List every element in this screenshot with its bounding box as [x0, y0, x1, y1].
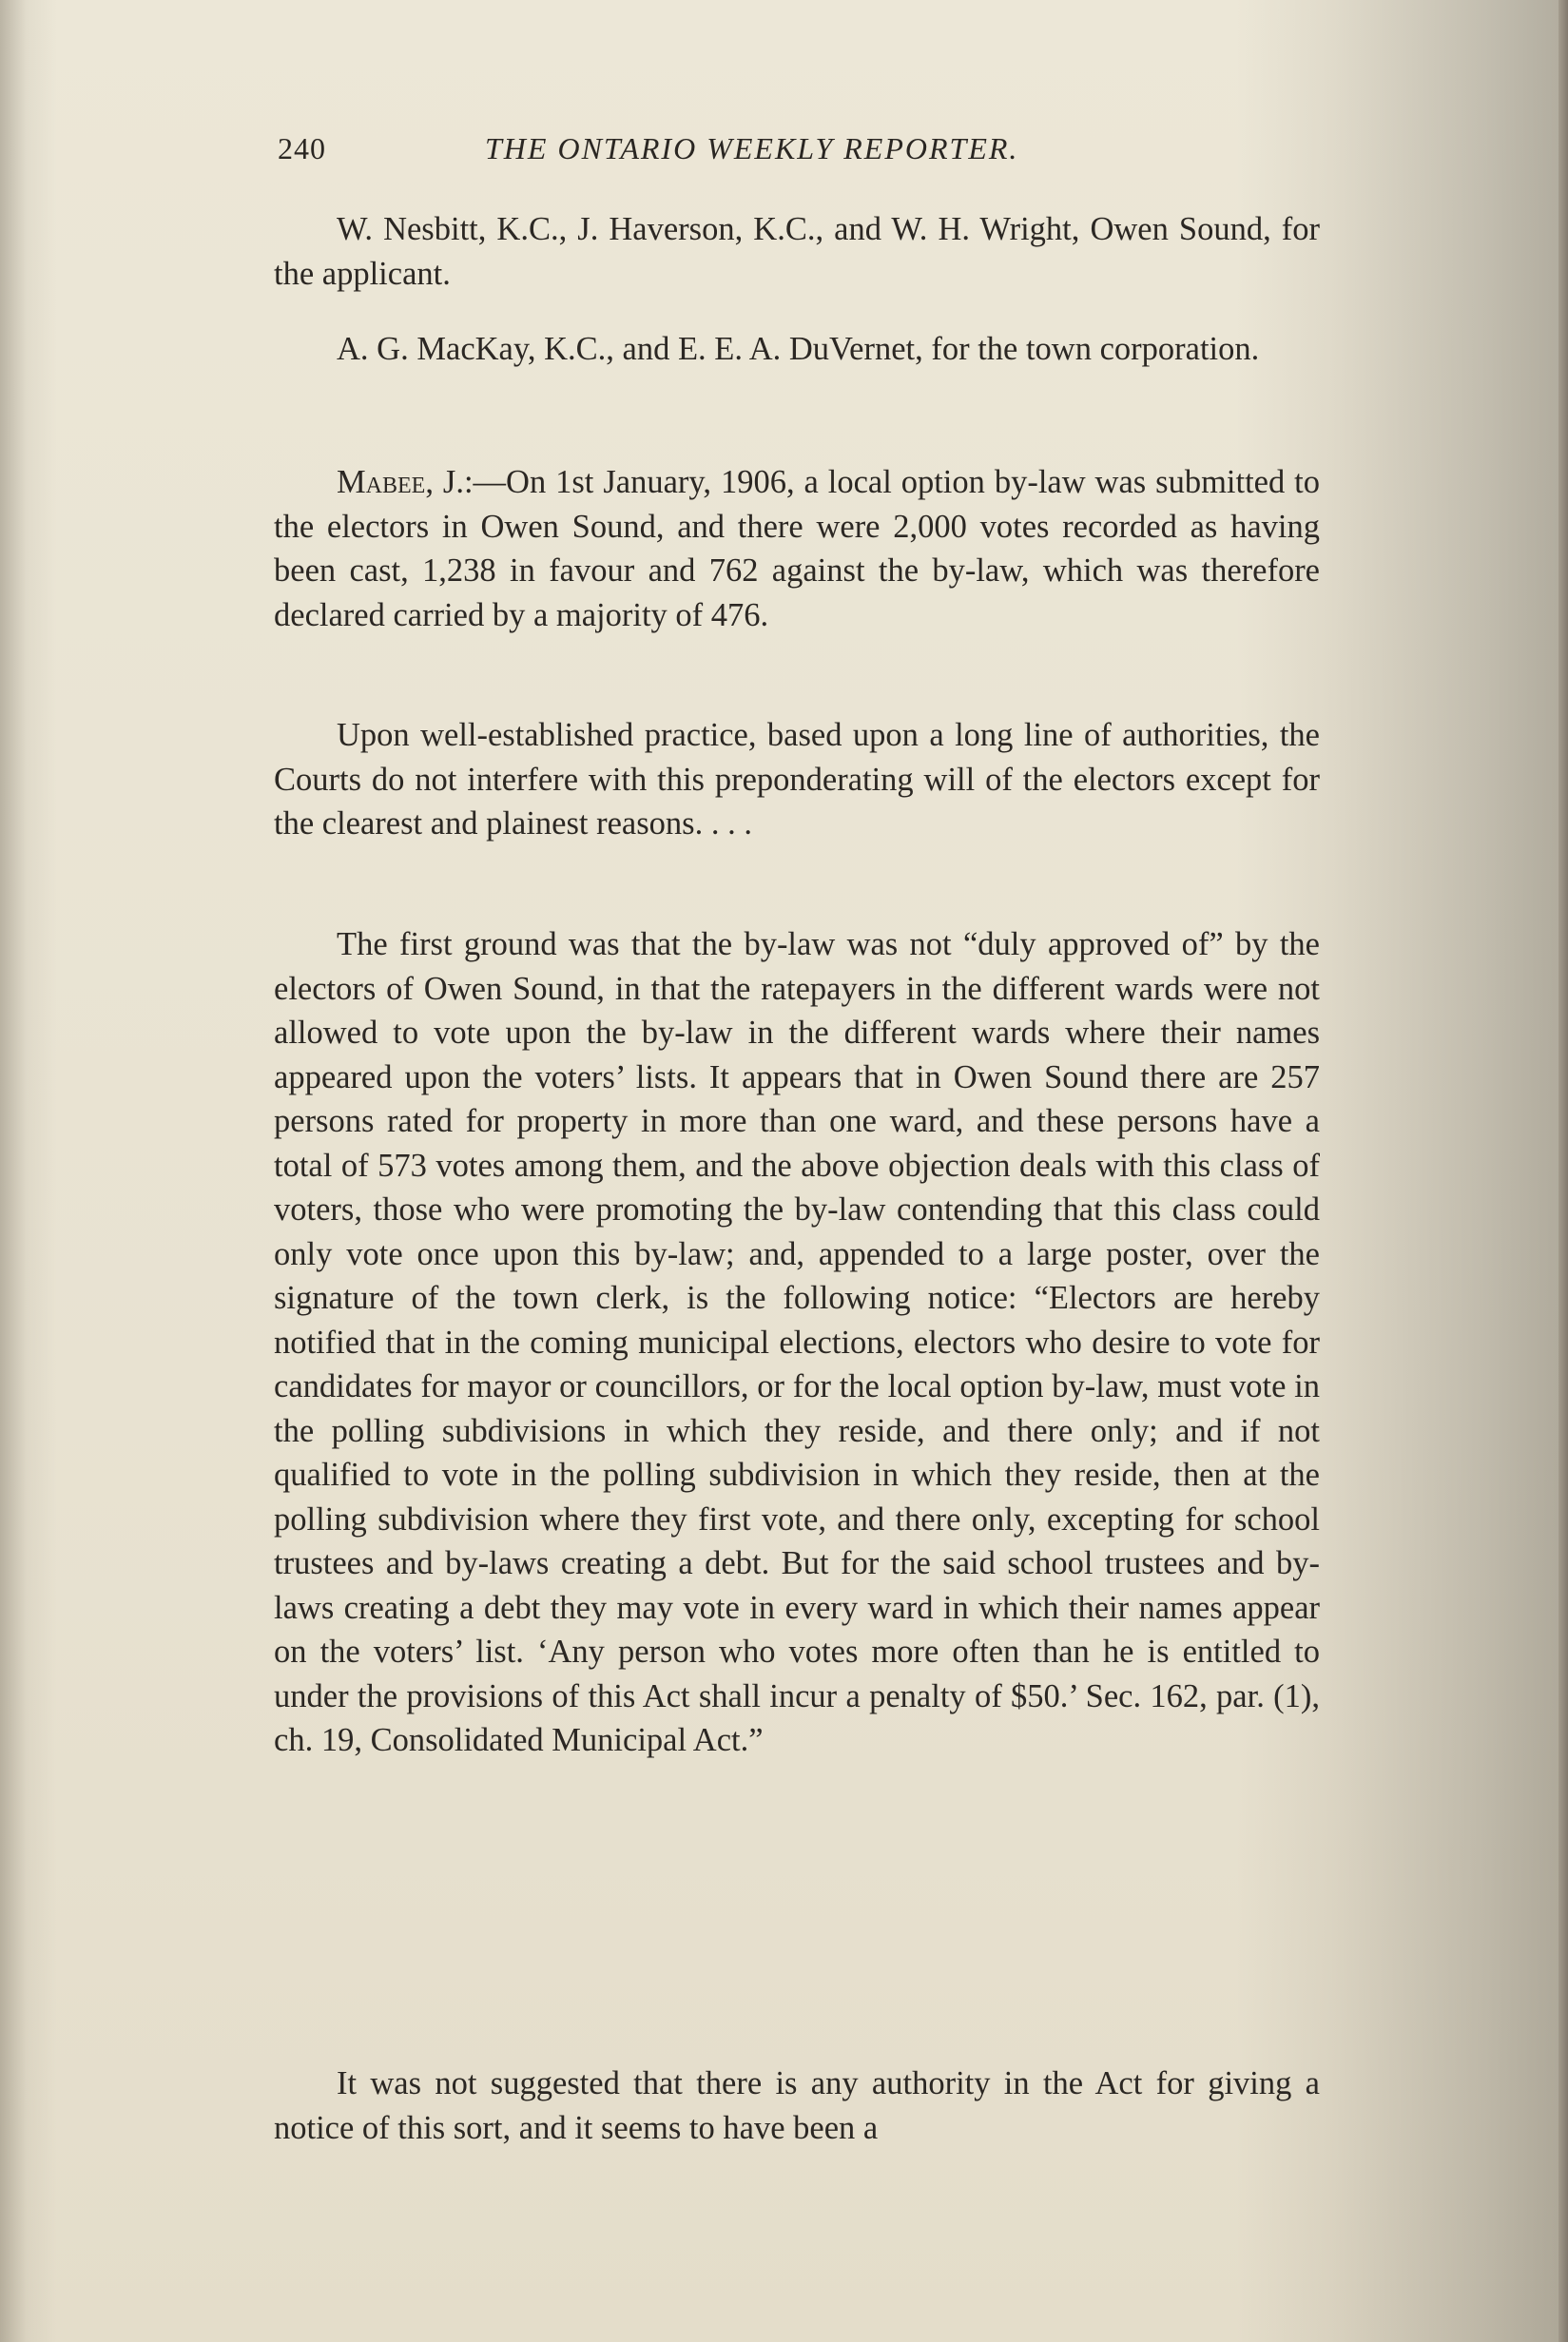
page-edge-shadow	[1558, 0, 1568, 2342]
judgment-opening-text: :—On 1st January, 1906, a local option by-law was submitted to the electors in Owen Sound, and there were 2,000 votes recorded as having been cast, 1,238 in favour and 762 against the by-law, which was therefore declared carried by a majority of 476.	[274, 464, 1320, 633]
counsel-applicant-paragraph	[274, 207, 1320, 296]
not-suggested-text: It was not suggested that there is any authority in the Act for giving a notice of this sort, and it seems to have been a	[274, 2065, 1320, 2146]
counsel-town-text: A. G. MacKay, K.C., and E. E. A. DuVernet, for the town corporation.	[337, 331, 1260, 367]
counsel-town-paragraph	[274, 327, 1320, 372]
not-suggested-paragraph	[274, 2061, 1320, 2150]
judgment-opening-paragraph	[274, 460, 1320, 637]
first-ground-text: The first ground was that the by-law was not “duly approved of” by the electors of Owen Sound, in that the ratepayers in the different wards were not allowed to vote upon the by-law in the different wards where their names appeared upon the voters’ lists. It appears that in Owen Sound there are 257 persons rated for property in more than one ward, and these persons have a total of 573 votes among them, and the above objection deals with this class of voters, those who were promoting the by-law contending that this class could only vote once upon this by-law; and, appended to a large poster, over the signature of the town clerk, is the following notice: “Electors are hereby notified that in the coming municipal elections, electors who desire to vote for candidates for mayor or councillors, or for the local option by-law, must vote in the polling subdivisions in which they reside, and there only; and if not qualified to vote in the polling subdivision in which they reside, then at the polling subdivision where they first vote, and there only, excepting for school trustees and by-laws creating a debt. But for the said school trustees and by-laws creating a debt they may vote in every ward in which their names appear on the voters’ list. ‘Any person who votes more often than he is entitled to under the provisions of this Act shall incur a penalty of $50.’ Sec. 162, par. (1), ch. 19, Consolidated Municipal Act.”	[274, 926, 1320, 1758]
page-number: 240	[278, 131, 326, 165]
practice-paragraph	[274, 713, 1320, 846]
running-title: THE ONTARIO WEEKLY REPORTER.	[485, 131, 1019, 165]
page-header	[278, 131, 1324, 175]
judge-name: Mabee, J.	[337, 464, 464, 500]
counsel-applicant-text: W. Nesbitt, K.C., J. Haverson, K.C., and W. H. Wright, Owen Sound, for the applicant.	[274, 211, 1320, 292]
first-ground-paragraph	[274, 922, 1320, 1763]
practice-text: Upon well-established practice, based upon a long line of authorities, the Courts do not interfere with this preponderating will of the electors except for the clearest and plainest reasons. . . .	[274, 717, 1320, 842]
